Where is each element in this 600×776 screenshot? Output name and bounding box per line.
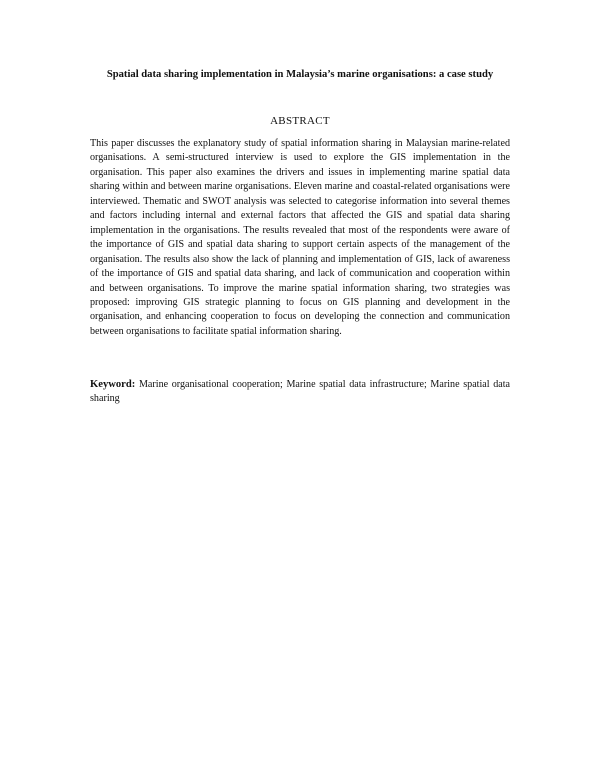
keywords-paragraph [90,378,510,407]
abstract-heading: ABSTRACT [270,115,330,127]
abstract-body: This paper discusses the explanatory study of spatial information sharing in Malaysian marine-related organisations. A semi-structured interview is used to explore the GIS implementation in the organisation. This paper also examines the drivers and issues in implementing marine spatial data sharing within and between marine organisations. Eleven marine and coastal-related organisations were interviewed. Thematic and SWOT analysis was selected to categorise information into several themes and factors including internal and external factors that affected the GIS and spatial data sharing implementation in the organisations. The results revealed that most of the respondents were aware of the importance of GIS and spatial data sharing to support certain aspects of the management of the organisation. The results also show the lack of planning and implementation of GIS, lack of awareness of the importance of GIS and spatial data sharing, and lack of communication and cooperation within and between organisations. To improve the marine spatial information sharing, two strategies was proposed: improving GIS strategic planning to focus on GIS planning and development in the organisation, and enhancing cooperation to focus on developing the connection and communication between organisations to facilitate spatial information sharing. [90,138,510,337]
keywords-label: Keyword: [90,379,136,390]
paper-title: Spatial data sharing implementation in Malaysia’s marine organisations: a case study [106,69,494,80]
keywords-text: Marine organisational cooperation; Marine spatial data infrastructure; Marine spatial data sharing [90,379,511,405]
